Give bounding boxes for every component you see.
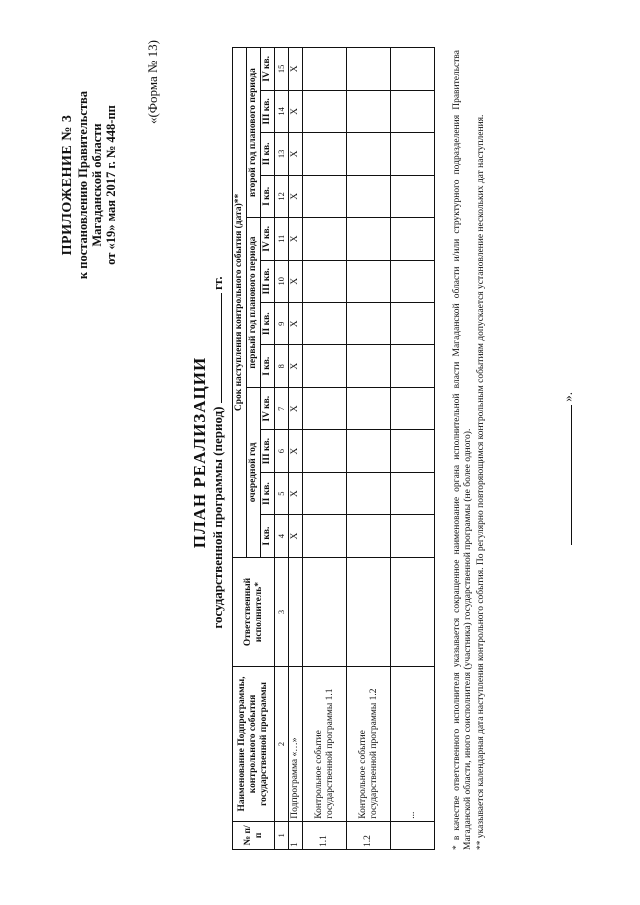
closing-text: ».	[560, 392, 575, 402]
column-number: 1	[275, 821, 289, 849]
quarter-cell	[303, 48, 347, 91]
column-number: 9	[275, 303, 289, 345]
quarter-cell	[303, 387, 347, 429]
column-number: 12	[275, 175, 289, 217]
column-number: 3	[275, 557, 289, 666]
quarter-cell	[303, 133, 347, 175]
quarter-header: II кв.	[261, 472, 275, 514]
row-executor	[347, 557, 391, 666]
quarter-cell	[347, 345, 391, 387]
column-number: 15	[275, 48, 289, 91]
quarter-cell	[391, 260, 435, 302]
plan-table	[232, 47, 435, 850]
column-number: 5	[275, 472, 289, 514]
table-row	[289, 48, 303, 850]
quarter-cell	[347, 472, 391, 514]
quarter-header: II кв.	[261, 303, 275, 345]
quarter-cell	[391, 175, 435, 217]
column-number: 10	[275, 260, 289, 302]
plan-subtitle	[210, 0, 226, 905]
quarter-header: III кв.	[261, 90, 275, 132]
column-number: 14	[275, 90, 289, 132]
appendix-block	[60, 40, 118, 330]
subtitle-prefix: государственной программы (период)	[210, 406, 225, 629]
quarter-cell: X	[289, 133, 303, 175]
quarter-cell	[347, 218, 391, 260]
quarter-cell: X	[289, 303, 303, 345]
quarter-cell: X	[289, 175, 303, 217]
quarter-cell	[391, 303, 435, 345]
quarter-cell: X	[289, 387, 303, 429]
quarter-cell	[391, 515, 435, 557]
closing-mark	[560, 392, 576, 545]
quarter-cell	[347, 430, 391, 472]
header-year: очередной год	[247, 387, 261, 557]
quarter-cell	[347, 260, 391, 302]
subtitle-suffix: гг.	[210, 276, 225, 290]
row-name: Контрольное событие государственной программы 1.2	[347, 667, 391, 821]
row-number	[391, 821, 435, 849]
quarter-cell	[391, 218, 435, 260]
quarter-header: I кв.	[261, 345, 275, 387]
quarter-cell	[347, 515, 391, 557]
row-name: Подпрограмма «…»	[289, 667, 303, 821]
quarter-cell	[391, 472, 435, 514]
column-number: 7	[275, 387, 289, 429]
quarter-cell: X	[289, 260, 303, 302]
quarter-cell	[303, 515, 347, 557]
plan-body	[289, 48, 435, 850]
quarter-cell	[303, 345, 347, 387]
quarter-header: IV кв.	[261, 387, 275, 429]
quarter-cell: X	[289, 90, 303, 132]
quarter-cell: X	[289, 430, 303, 472]
column-number: 13	[275, 133, 289, 175]
appendix-title: ПРИЛОЖЕНИЕ № 3	[60, 114, 75, 256]
column-number: 2	[275, 667, 289, 821]
quarter-cell: X	[289, 218, 303, 260]
quarter-cell	[303, 430, 347, 472]
table-row	[347, 48, 391, 850]
column-number-row	[275, 48, 289, 850]
quarter-cell	[347, 175, 391, 217]
row-name: ...	[391, 667, 435, 821]
quarter-cell: X	[289, 472, 303, 514]
header-number: № п/п	[233, 821, 275, 849]
header-deadline: Срок наступления контрольного события (дата)**	[233, 48, 247, 558]
quarter-cell: X	[289, 515, 303, 557]
quarter-cell	[391, 48, 435, 91]
header-row	[233, 48, 247, 850]
row-executor	[289, 557, 303, 666]
footnote-date: ** указывается календарная дата наступления контрольного события. По регулярно повторяющимся контрольным событиям допускается установление нескольких дат наступления.	[476, 114, 486, 850]
appendix-line: от «19» мая 2017 г. № 448-пп	[104, 105, 118, 265]
column-number: 6	[275, 430, 289, 472]
table-row	[391, 48, 435, 850]
column-number: 11	[275, 218, 289, 260]
row-executor	[391, 557, 435, 666]
quarter-cell	[347, 303, 391, 345]
quarter-cell	[347, 90, 391, 132]
table-row	[303, 48, 347, 850]
quarter-cell	[391, 345, 435, 387]
period-blank	[221, 293, 222, 403]
header-executor: Ответственный исполнитель*	[233, 557, 275, 666]
quarter-header: I кв.	[261, 175, 275, 217]
row-number: 1	[289, 821, 303, 849]
footnotes	[452, 50, 489, 850]
header-name: Наименование Подпрограммы, контрольного события государственной программы	[233, 667, 275, 821]
quarter-cell	[303, 260, 347, 302]
quarter-header: IV кв.	[261, 218, 275, 260]
column-number: 4	[275, 515, 289, 557]
header-year: первый год планового периода	[247, 218, 261, 388]
quarter-cell	[303, 175, 347, 217]
quarter-cell	[303, 303, 347, 345]
quarter-cell	[391, 133, 435, 175]
row-executor	[303, 557, 347, 666]
quarter-header: III кв.	[261, 430, 275, 472]
quarter-cell	[391, 430, 435, 472]
quarter-cell	[303, 218, 347, 260]
quarter-cell	[347, 48, 391, 91]
row-number: 1.1	[303, 821, 347, 849]
quarter-cell: X	[289, 345, 303, 387]
quarter-header: IV кв.	[261, 48, 275, 91]
quarter-cell: X	[289, 48, 303, 91]
quarter-header: II кв.	[261, 133, 275, 175]
form-label: «(Форма № 13)	[145, 40, 160, 125]
appendix-line: к постановлению Правительства	[76, 90, 90, 280]
quarter-header: III кв.	[261, 260, 275, 302]
footnote-executor: * в качестве ответственного исполнителя указывается сокращенное наименование органа исполнительной власти Магаданской области и/или структурного подразделения Правительства Магаданской области, иного соисполнителя (участника) государственной программы (не более одного).	[452, 50, 473, 850]
column-number: 8	[275, 345, 289, 387]
quarter-cell	[303, 90, 347, 132]
closing-line	[571, 405, 572, 545]
quarter-cell	[391, 90, 435, 132]
quarter-cell	[303, 472, 347, 514]
quarter-cell	[347, 387, 391, 429]
quarter-cell	[347, 133, 391, 175]
appendix-line: Магаданской области	[90, 123, 104, 247]
plan-title: ПЛАН РЕАЛИЗАЦИИ	[190, 356, 209, 549]
header-year: второй год планового периода	[247, 48, 261, 218]
quarter-header: I кв.	[261, 515, 275, 557]
row-number: 1.2	[347, 821, 391, 849]
row-name: Контрольное событие государственной программы 1.1	[303, 667, 347, 821]
quarter-cell	[391, 387, 435, 429]
